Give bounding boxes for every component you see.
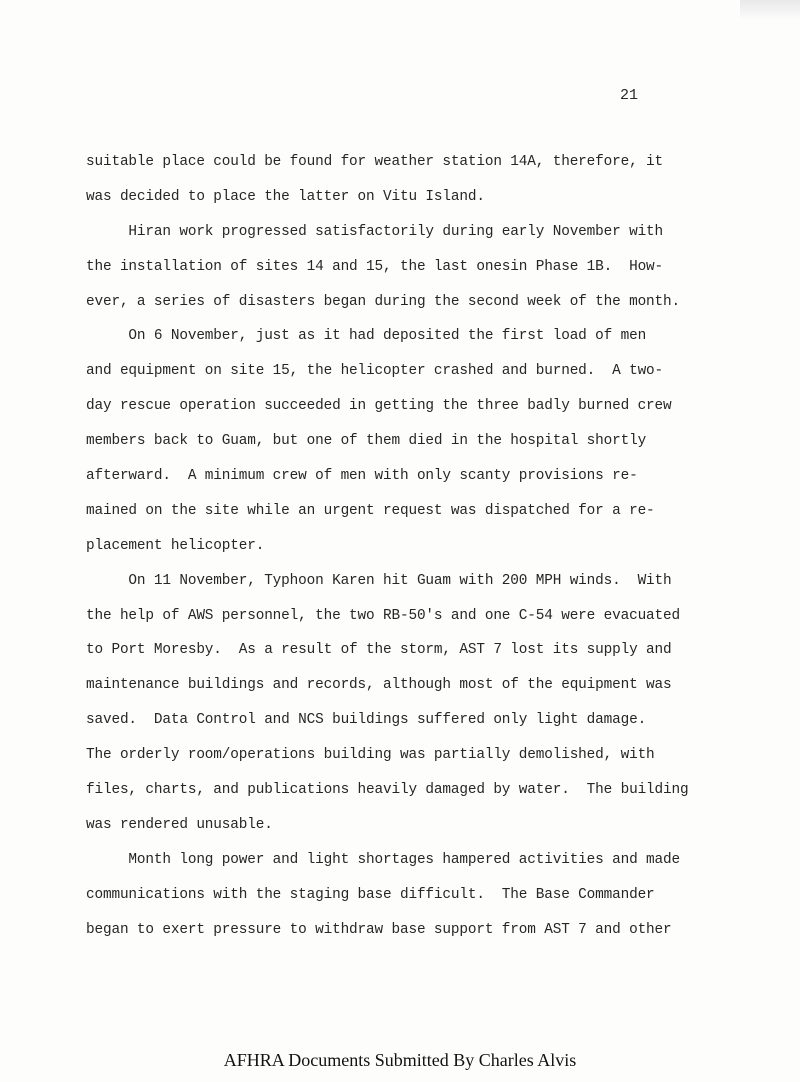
body-line: maintenance buildings and records, although most of the equipment was xyxy=(86,677,672,694)
body-line: On 11 November, Typhoon Karen hit Guam with 200 MPH winds. With xyxy=(86,572,672,589)
body-line: day rescue operation succeeded in getting the three badly burned crew xyxy=(86,398,672,415)
footer-attribution: AFHRA Documents Submitted By Charles Alvis xyxy=(223,1050,577,1070)
body-line: Hiran work progressed satisfactorily during early November with xyxy=(86,223,664,240)
body-line: suitable place could be found for weather station 14A, therefore, it xyxy=(86,154,664,170)
body-line: On 6 November, just as it had deposited the first load of men xyxy=(86,328,647,345)
page-number: 21 xyxy=(620,87,639,104)
body-line: members back to Guam, but one of them died in the hospital shortly xyxy=(86,433,647,450)
body-line: communications with the staging base difficult. The Base Commander xyxy=(86,886,655,903)
body-line: files, charts, and publications heavily damaged by water. The building xyxy=(86,782,689,799)
body-line: afterward. A minimum crew of men with only scanty provisions re- xyxy=(86,468,638,485)
scan-smudge xyxy=(740,0,800,20)
body-line: and equipment on site 15, the helicopter crashed and burned. A two- xyxy=(86,363,664,380)
body-line: was rendered unusable. xyxy=(86,816,273,833)
body-line: saved. Data Control and NCS buildings suffered only light damage. xyxy=(86,712,647,729)
body-line: The orderly room/operations building was partially demolished, with xyxy=(86,747,655,764)
body-line: began to exert pressure to withdraw base support from AST 7 and other xyxy=(86,921,672,938)
body-line: mained on the site while an urgent request was dispatched for a re- xyxy=(86,502,655,519)
body-line: the installation of sites 14 and 15, the last onesin Phase 1B. How- xyxy=(86,258,664,275)
body-line: to Port Moresby. As a result of the storm, AST 7 lost its supply and xyxy=(86,642,672,659)
typed-body-text xyxy=(86,150,716,952)
body-line: Month long power and light shortages hampered activities and made xyxy=(86,851,681,868)
body-line: placement helicopter. xyxy=(86,537,265,554)
body-line: ever, a series of disasters began during the second week of the month. xyxy=(86,293,681,310)
body-line: the help of AWS personnel, the two RB-50's and one C-54 were evacuated xyxy=(86,607,681,624)
body-line: was decided to place the latter on Vitu Island. xyxy=(86,188,485,205)
